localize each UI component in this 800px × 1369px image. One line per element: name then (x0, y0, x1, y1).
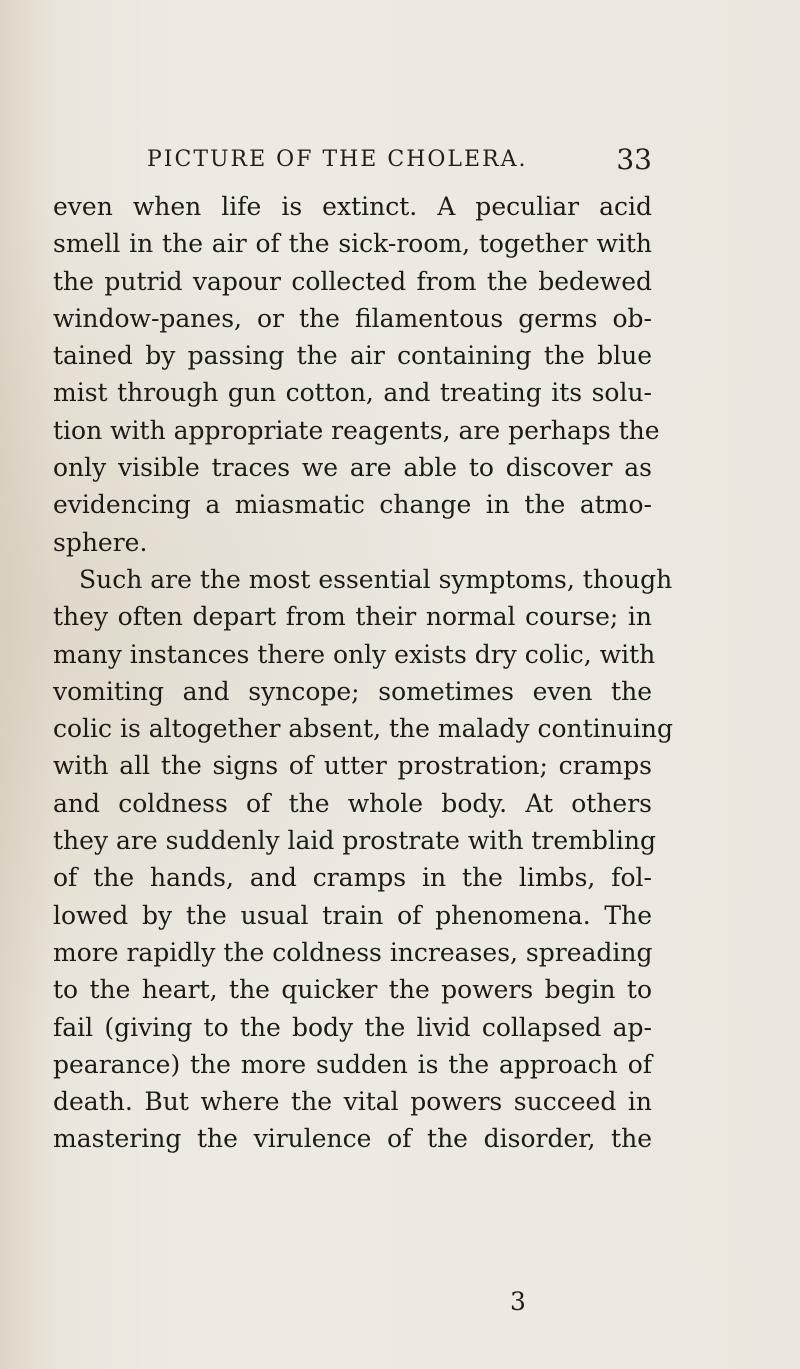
text-line: only visible traces we are able to discover as (53, 453, 652, 483)
text-line: lowed by the usual train of phenomena. The (53, 900, 652, 930)
page-footer (0, 1282, 800, 1322)
text-line: mist through gun cotton, and treating its solu- (53, 378, 652, 408)
running-head: PICTURE OF THE CHOLERA. (147, 147, 528, 172)
text-line: of the hands, and cramps in the limbs, fol- (53, 863, 652, 893)
text-line: evidencing a miasmatic change in the atmo- (53, 490, 652, 520)
page-header (0, 140, 800, 180)
text-line: vomiting and syncope; sometimes even the (53, 676, 652, 706)
body-text (53, 188, 673, 1158)
text-line: they often depart from their normal course; in (53, 602, 652, 632)
text-line: death. But where the vital powers succeed in (53, 1087, 652, 1117)
text-line: sphere. (53, 527, 148, 557)
text-line: colic is altogether absent, the malady continuing (53, 714, 673, 744)
text-line: and coldness of the whole body. At others (53, 788, 652, 818)
text-line: with all the signs of utter prostration; cramps (53, 751, 652, 781)
text-line: pearance) the more sudden is the approach of (53, 1049, 652, 1079)
text-line: tion with appropriate reagents, are perhaps the (53, 415, 660, 445)
text-line: mastering the virulence of the disorder, the (53, 1124, 652, 1154)
signature-mark: 3 (510, 1287, 526, 1316)
text-line: fail (giving to the body the livid collapsed ap- (53, 1012, 652, 1042)
text-line: the putrid vapour collected from the bedewed (53, 266, 652, 296)
text-line: many instances there only exists dry colic, with (53, 639, 656, 669)
text-line: tained by passing the air containing the blue (53, 341, 652, 371)
text-line: to the heart, the quicker the powers begin to (53, 975, 652, 1005)
text-line: more rapidly the coldness increases, spreading (53, 937, 653, 967)
text-line: Such are the most essential symptoms, though (79, 564, 673, 594)
text-line: window-panes, or the filamentous germs ob- (53, 303, 652, 333)
page-number: 33 (616, 143, 652, 176)
text-line: smell in the air of the sick-room, together with (53, 229, 652, 259)
text-line: even when life is extinct. A peculiar acid (53, 192, 652, 221)
text-line: they are suddenly laid prostrate with trembling (53, 826, 656, 856)
